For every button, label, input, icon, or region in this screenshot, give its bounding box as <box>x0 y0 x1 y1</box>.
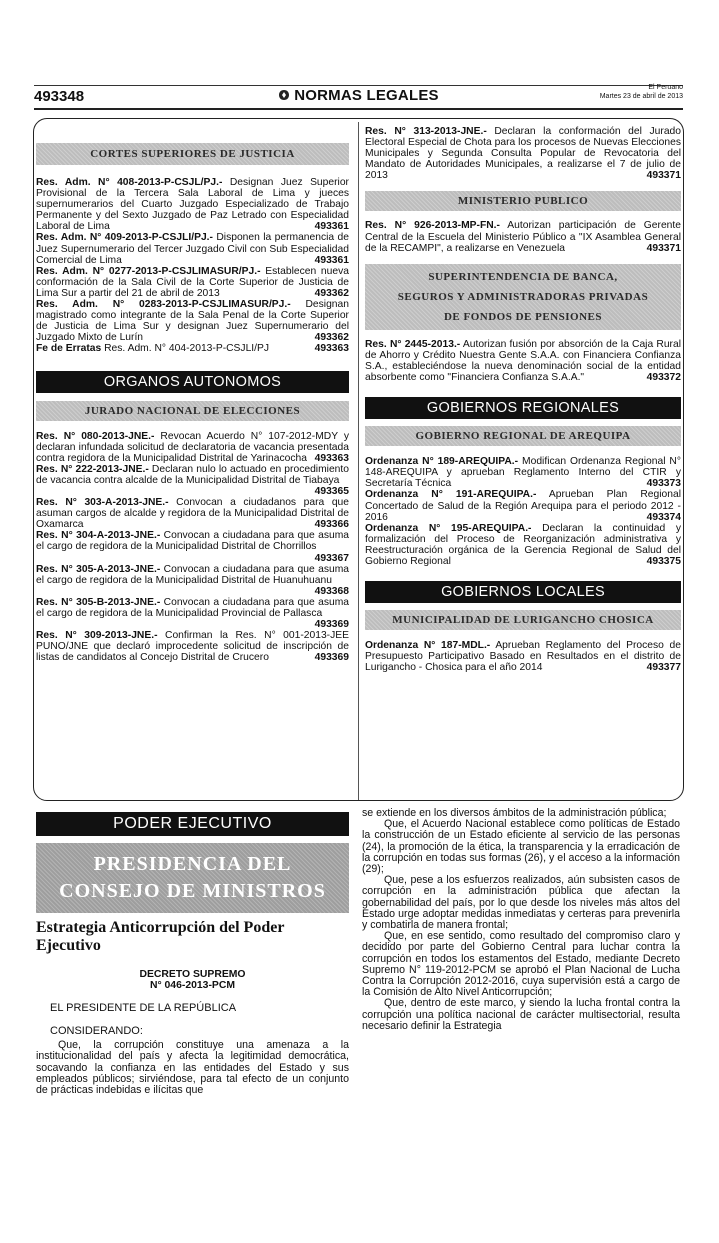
pcm-line-2: CONSEJO DE MINISTROS <box>59 880 326 902</box>
entry-page-number: 493369 <box>314 619 349 631</box>
entry-description: Designan magistrado como integrante de la Sala Penal de la Corte Superior de Justicia de Lima Sur y designan Juez Supernumerario del Juzgado Mixto de Lurín <box>36 299 349 344</box>
entry-description: Convocan a ciudadana para que asuma el cargo de regidora de la Municipalidad Distrital de Huanuhuanu <box>36 563 349 586</box>
header-meta <box>600 83 683 101</box>
entry-page-number: 493366 <box>314 519 349 531</box>
entry-description: Autorizan participación de Gerente Central de la Escuela del Ministerio Público a "IX Asamblea General de la RECAMPI", a realizarse en Venezuela <box>365 220 681 254</box>
entry-page-number: 493361 <box>314 221 349 233</box>
decree-left-column <box>36 812 349 1097</box>
cortes-entries <box>36 177 349 355</box>
entry-description: Autorizan fusión por absorción de la Caja Rural de Ahorro y Crédito Nuestra Gente S.A.A. con Financiera Confianza S.A., estableciéndose la nueva denominación social de la entidad absorbente como "Financiera Confianza S.A.A." <box>365 338 681 384</box>
entry-description: Declaran nulo lo actuado en procedimiento de vacancia contra alcalde de la Municipalidad Distrital de Tiabaya <box>36 463 349 486</box>
decree-paragraph-5: Que, dentro de este marco, y siendo la lucha frontal contra la corrupción una política nacional de carácter multisectorial, resulta necesario definir la Estrategia <box>362 997 680 1032</box>
sbs-entries <box>365 339 681 383</box>
entry-page-number: 493365 <box>314 485 349 497</box>
entry-reference: Fe de Erratas <box>36 343 102 355</box>
entry-page-number: 493377 <box>646 662 681 674</box>
decree-code: N° 046-2013-PCM <box>149 980 235 991</box>
entry-description: Convocan a ciudadana para que asuma el cargo de regidora de la Municipalidad Distrital de Chorrillos <box>36 530 349 553</box>
entry-reference: Res. Adm. N° 0277-2013-P-CSJLIMASUR/PJ.- <box>36 265 261 277</box>
summary-entry <box>36 266 349 299</box>
summary-entry <box>365 489 681 522</box>
publication-title-text: NORMAS LEGALES <box>294 87 439 104</box>
entry-description: Declaran la continuidad y formalización del Proceso de Reorganización administrativa y Reestructuración orgánica de la Gerencia Regional de Salud del Gobierno Regional <box>365 522 681 567</box>
summary-right-column <box>365 126 681 673</box>
coat-of-arms-icon <box>278 89 290 101</box>
entry-page-number: 493362 <box>314 287 349 299</box>
summary-entry <box>36 597 349 630</box>
summary-entry <box>365 640 681 673</box>
decree-paragraph-2: Que, el Acuerdo Nacional establece como políticas de Estado la construcción de un Estado eficiente al servicio de las personas (24), la promoción de la ética, la transparencia y la erradicación de la corrupción en todas sus formas (26), y el acceso a la información (29); <box>362 818 680 876</box>
publisher-name: El Peruano <box>648 84 683 91</box>
entry-reference: Res. N° 313-2013-JNE.- <box>365 126 487 137</box>
entry-reference: Res. N° 309-2013-JNE.- <box>36 630 158 642</box>
entry-page-number: 493363 <box>314 343 349 355</box>
entry-description: Declaran la conformación del Jurado Electoral Especial de Chota para los procesos de Nuevas Elecciones Municipales y Segunda Consulta Popular de Revocatoria del Mandato de Autoridades Municipales, a realizarse el 7 de julio de 2013 <box>365 126 681 182</box>
entry-reference: Res. N° 304-A-2013-JNE.- <box>36 530 161 542</box>
pcm-line-1: PRESIDENCIA DEL <box>93 853 292 875</box>
entry-description: Aprueban Plan Regional Concertado de Salud de la Región Arequipa para el periodo 2012 - 2016 <box>365 489 681 523</box>
section-gobiernos-locales: GOBIERNOS LOCALES <box>365 581 681 603</box>
entry-page-number: 493362 <box>314 332 349 344</box>
summary-entry <box>365 126 681 181</box>
summary-entry <box>36 464 349 497</box>
column-divider <box>358 122 359 800</box>
publication-title <box>34 87 683 104</box>
entry-reference: Ordenanza N° 189-AREQUIPA.- <box>365 456 519 468</box>
entry-reference: Ordenanza N° 191-AREQUIPA.- <box>365 489 537 501</box>
arequipa-entries <box>365 456 681 567</box>
section-gobierno-arequipa: GOBIERNO REGIONAL DE AREQUIPA <box>365 426 681 446</box>
entry-page-number: 493375 <box>646 555 681 567</box>
decree-paragraph-4: Que, en ese sentido, como resultado del compromiso claro y decidido por parte del Gobierno Central para luchar contra la corrupción en todos los estamentos del Estado, mediante Decreto Supremo N° 119-2012-PCM se aprobó el Plan Nacional de Lucha Contra la Corrupción 2012-2016, cuya supervisión está a cargo de la Comisión de Alto Nivel Anticorrupción; <box>362 930 680 999</box>
entry-description: Res. Adm. N° 404-2013-P-CSJLI/PJ <box>101 343 270 355</box>
entry-page-number: 493374 <box>646 511 681 523</box>
summary-entry <box>365 456 681 489</box>
entry-description: Convocan a ciudadanos para que asuman cargos de alcalde y regidora de la Municipalidad Distrital de Oxamarca <box>36 497 350 531</box>
summary-entry <box>36 299 349 343</box>
banner-presidencia-consejo-ministros <box>36 843 349 913</box>
summary-entry <box>36 497 349 530</box>
decree-number <box>36 969 349 991</box>
entry-reference: Res. N° 2445-2013.- <box>365 338 461 350</box>
decree-right-column <box>362 808 680 1032</box>
entry-reference: Res. N° 222-2013-JNE.- <box>36 463 149 475</box>
page-number: 493348 <box>34 88 85 105</box>
section-cortes-superiores: CORTES SUPERIORES DE JUSTICIA <box>36 143 349 165</box>
sbs-title-line-1: SUPERINTENDENCIA DE BANCA, <box>428 270 618 283</box>
entry-reference: Res. N° 305-B-2013-JNE.- <box>36 596 161 608</box>
summary-entry <box>36 530 349 563</box>
entry-reference: Res. Adm. N° 409-2013-P-CSJLI/PJ.- <box>36 232 213 244</box>
entry-description: Convocan a ciudadana para que asuma el cargo de regidora de la Municipalidad Provincial de Pallasca <box>36 596 349 619</box>
entry-page-number: 493363 <box>314 452 349 464</box>
entry-page-number: 493369 <box>314 652 349 664</box>
decree-type: DECRETO SUPREMO <box>139 969 246 980</box>
entry-description: Modifican Ordenanza Regional N° 148-AREQUIPA y aprueban Reglamento Interno del CTIR y Secretaría Técnica <box>365 456 681 490</box>
decree-continuation: se extiende en los diversos ámbitos de la administración pública; <box>362 807 667 819</box>
entry-description: Confirman la Res. N° 001-2013-JEE PUNO/JNE que declaró improcedente solicitud de inscripción de listas de candidatos al Concejo Distrital de Crucero <box>36 630 349 664</box>
entry-page-number: 493371 <box>646 170 681 182</box>
entry-page-number: 493372 <box>646 372 681 384</box>
entry-page-number: 493373 <box>646 478 681 490</box>
decree-paragraph-1: Que, la corrupción constituye una amenaza a la institucionalidad del país y afecta la legitimidad democrática, socavando la confianza en las entidades del Estado y sus empleados públicos; sirviéndose, para tal efecto de un conjunto de prácticas indebidas e ilícitas que <box>36 1038 349 1097</box>
entry-description: Establecen nueva conformación de la Sala Civil de la Corte Superior de Justicia de Lima Sur a partir del 21 de abril de 2013 <box>36 265 349 299</box>
decree-heading: Estrategia Anticorrupción del Poder Ejecutivo <box>36 919 285 954</box>
entry-page-number: 493368 <box>314 585 349 597</box>
entry-reference: Res. N° 926-2013-MP-FN.- <box>365 220 500 232</box>
jne-entries <box>36 431 349 664</box>
banner-poder-ejecutivo: PODER EJECUTIVO <box>36 812 349 836</box>
entry-description: Aprueban Reglamento del Proceso de Presupuesto Participativo Basado en Resultados en el distrito de Lurigancho - Chosica para el año 2014 <box>365 640 681 674</box>
summary-entry <box>36 177 349 232</box>
jne-continued-entry <box>365 126 681 181</box>
decree-paragraph-3: Que, pese a los esfuerzos realizados, aún subsisten casos de corrupción en la administración pública que afectan la gobernabilidad del país, por lo que desde los niveles más altos del Estado urge adoptar medidas inmediatas y certeras para prevenirla y combatirla de manera frontal; <box>362 874 680 932</box>
section-ministerio-publico: MINISTERIO PUBLICO <box>365 191 681 211</box>
summary-entry <box>365 220 681 253</box>
entry-reference: Res. Adm. N° 408-2013-P-CSJL/PJ.- <box>36 177 223 188</box>
president-line: EL PRESIDENTE DE LA REPÚBLICA <box>50 1002 237 1014</box>
entry-page-number: 493367 <box>314 552 349 564</box>
summary-entry <box>36 564 349 597</box>
entry-description: Disponen la permanencia de Juez Supernumerario del Tercer Juzgado Civil con Sub Especialidad Comercial de Lima <box>36 232 349 266</box>
section-gobiernos-regionales: GOBIERNOS REGIONALES <box>365 397 681 419</box>
entry-page-number: 493361 <box>314 254 349 266</box>
sbs-title-line-2: SEGUROS Y ADMINISTRADORAS PRIVADAS <box>397 290 649 303</box>
header-bottom-rule <box>34 108 683 110</box>
page-header <box>34 86 683 106</box>
issue-date: Martes 23 de abril de 2013 <box>599 93 683 100</box>
considerando-label: CONSIDERANDO: <box>50 1025 143 1038</box>
entry-reference: Ordenanza N° 187-MDL.- <box>365 640 491 652</box>
entry-reference: Res. N° 080-2013-JNE.- <box>36 430 155 442</box>
summary-entry <box>365 339 681 383</box>
mp-entries <box>365 220 681 253</box>
entry-reference: Ordenanza N° 195-AREQUIPA.- <box>365 522 532 534</box>
summary-entry <box>365 523 681 567</box>
entry-reference: Res. Adm. N° 0283-2013-P-CSJLIMASUR/PJ.- <box>36 299 291 311</box>
summary-entry <box>36 232 349 265</box>
summary-entry <box>36 431 349 464</box>
entry-reference: Res. N° 303-A-2013-JNE.- <box>36 497 169 509</box>
entry-description: Revocan Acuerdo N° 107-2012-MDY y declaran infundada solicitud de declaratoria de vacancia presentada contra regidora de la Municipalidad Distrital de Yarinacocha <box>36 430 349 464</box>
section-superintendencia <box>365 264 681 330</box>
summary-left-column <box>36 126 349 663</box>
entry-page-number: 493371 <box>646 242 681 254</box>
entry-description: Designan Juez Superior Provisional de la Tercera Sala Laboral de Lima y jueces supernumerarios del Cuarto Juzgado Especializado de Trabajo Permanente y del Sexto Juzgado de Paz Letrado con Especialidad Laboral de Lima <box>36 177 349 233</box>
entry-reference: Res. N° 305-A-2013-JNE.- <box>36 563 161 575</box>
summary-entry <box>36 343 349 354</box>
sbs-title-line-3: DE FONDOS DE PENSIONES <box>443 310 602 323</box>
section-jurado-nacional: JURADO NACIONAL DE ELECCIONES <box>36 401 349 421</box>
summary-entry <box>36 630 349 663</box>
section-organos-autonomos: ORGANOS AUTONOMOS <box>36 371 349 393</box>
lurigancho-entries <box>365 640 681 673</box>
section-municipalidad-lurigancho: MUNICIPALIDAD DE LURIGANCHO CHOSICA <box>365 610 681 630</box>
